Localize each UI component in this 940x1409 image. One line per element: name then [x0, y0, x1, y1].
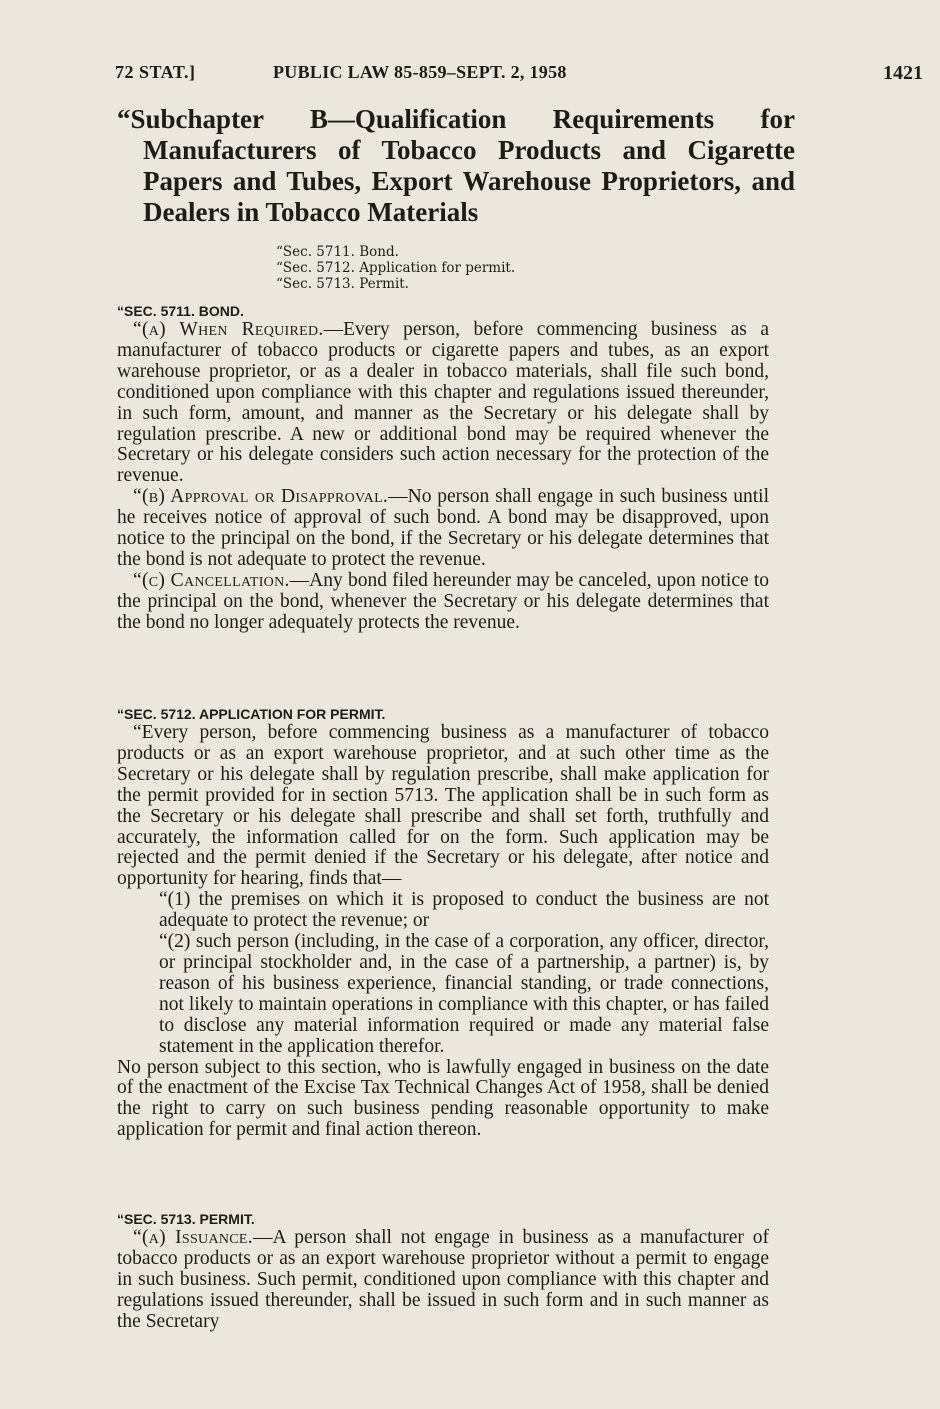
subsection-a [117, 320, 769, 487]
clause-text: “(1) the premises on which it is proposed to conduct the business are not adequate to protect the revenue; or [159, 889, 769, 932]
section-table-of-contents [276, 244, 515, 292]
toc-item: “Sec. 5712. Application for permit. [276, 260, 516, 276]
subsection-label: “(b) Approval or Disapproval. [133, 486, 389, 508]
subchapter-title: “Subchapter B—Qualification Requirements for Manufacturers of Tobacco Products and Cigarette Papers and Tubes, Export Warehouse Proprietors, and Dealers in Tobacco Materials [117, 104, 795, 227]
toc-item: “Sec. 5711. Bond. [276, 244, 399, 260]
section-heading: “SEC. 5712. APPLICATION FOR PERMIT. [117, 706, 386, 722]
public-law-citation: PUBLIC LAW 85-859–SEPT. 2, 1958 [273, 62, 567, 82]
subsection-label: “(a) When Required. [133, 319, 324, 340]
subsection-text: —Every person, before commencing business as a manufacturer of tobacco products or cigarette papers and tubes, as an export warehouse proprietor, or as a dealer in tobacco materials, shall file such bond, conditioned upon compliance with this chapter and regulations issued thereunder, in such form, amount, and manner as the Secretary or his delegate shall by regulation prescribe. A new or additional bond may be required whenever the Secretary or his delegate considers such action necessary for the protection of the revenue. [117, 319, 769, 487]
clause-1 [117, 890, 769, 932]
section-closing: No person subject to this section, who is lawfully engaged in business on the date of the enactment of the Excise Tax Technical Changes Act of 1958, shall be denied the right to carry on such business pending reasonable opportunity to make application for permit and final action thereon. [117, 1056, 769, 1141]
subsection-b [117, 487, 769, 571]
section-heading: “SEC. 5713. PERMIT. [117, 1211, 255, 1227]
subsection-text: —A person shall not engage in business as a manufacturer of tobacco products or as an export warehouse proprietor without a permit to engage in such business. Such permit, conditioned upon compliance with this chapter and regulations issued thereunder, shall be issued in such form and in such manner as the Secretary [117, 1227, 769, 1332]
clause-text: “(2) such person (including, in the case of a corporation, any officer, director, or principal stockholder and, in the case of a partnership, a partner) is, by reason of his business experience, financial standing, or trade connections, not likely to maintain operations in compliance with this chapter, or has failed to disclose any material information required or made any material false statement in the application therefor. [159, 931, 769, 1057]
section-heading: “SEC. 5711. BOND. [117, 303, 244, 319]
page-number: 1421 [883, 62, 923, 84]
section-5712 [117, 705, 769, 1141]
section-intro: “Every person, before commencing business as a manufacturer of tobacco products or as an export warehouse proprietor, and at such other time as the Secretary or his delegate shall by regulation prescribe, shall make application for the permit provided for in section 5713. The application shall be in such form as the Secretary or his delegate shall prescribe and shall set forth, truthfully and accurately, the information called for on the form. Such application may be rejected and the permit denied if the Secretary or his delegate, after notice and opportunity for hearing, finds that— [117, 722, 769, 890]
running-head [115, 62, 923, 84]
subsection-a [117, 1228, 769, 1333]
subsection-c [117, 571, 769, 634]
clause-2 [117, 932, 769, 1057]
subsection-label: “(c) Cancellation. [133, 569, 290, 591]
statute-volume: 72 STAT.] [115, 62, 196, 82]
section-5711 [117, 302, 769, 634]
subsection-text: —No person shall engage in such business until he receives notice of approval of such bond. A bond may be disapproved, upon notice to the principal on the bond, if the Secretary or his delegate determines that the bond is not adequate to protect the revenue. [117, 486, 769, 570]
toc-item: “Sec. 5713. Permit. [276, 276, 409, 292]
subsection-text: —Any bond filed hereunder may be canceled, upon notice to the principal on the bond, whenever the Secretary or his delegate determines that the bond no longer adequately protects the revenue. [117, 569, 770, 633]
section-5713 [117, 1210, 769, 1333]
subsection-label: “(a) Issuance. [133, 1227, 253, 1248]
